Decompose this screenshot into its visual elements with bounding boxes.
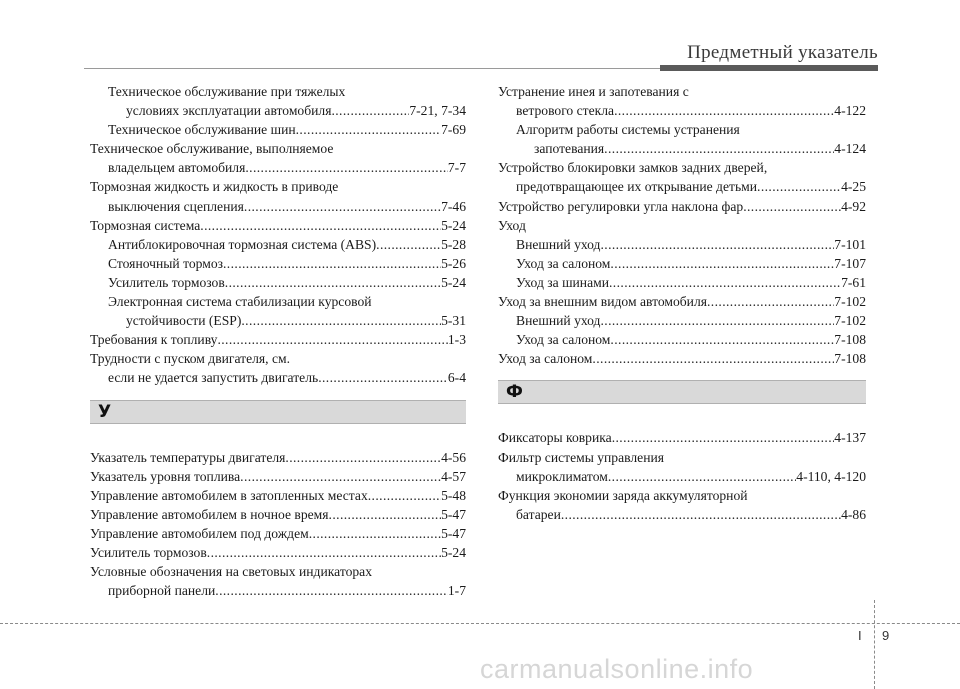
index-entry-text: Функция экономии заряда аккумуляторной bbox=[498, 487, 748, 503]
index-entry bbox=[90, 467, 466, 486]
index-entry-row bbox=[498, 467, 866, 486]
index-entry-row bbox=[498, 311, 866, 330]
index-entry bbox=[90, 448, 466, 467]
index-entry-text: Условные обозначения на световых индикаторах bbox=[90, 564, 373, 580]
index-entry bbox=[498, 349, 866, 368]
index-entry-text: Устранение инея и запотевания с bbox=[498, 84, 689, 99]
index-entry-text: Электронная система стабилизации курсовой bbox=[108, 294, 372, 310]
index-entry-text: Указатель уровня топлива bbox=[90, 468, 241, 484]
index-entry-row bbox=[498, 139, 866, 158]
index-entry-row bbox=[90, 216, 466, 235]
index-entry-text: Усилитель тормозов bbox=[108, 274, 225, 290]
index-page-ref: 1-7 bbox=[447, 583, 466, 599]
index-entry-row bbox=[498, 292, 866, 311]
index-entry-text: Тормозная жидкость и жидкость в приводе bbox=[90, 179, 339, 195]
index-entry-row bbox=[90, 448, 466, 467]
leader-dots bbox=[223, 254, 441, 273]
leader-dots bbox=[614, 101, 834, 120]
index-entry-text: условиях эксплуатации автомобиля bbox=[126, 103, 332, 119]
leader-dots bbox=[608, 467, 796, 486]
index-entry-text: устойчивости (ESP) bbox=[126, 313, 242, 329]
index-entry-text: Фильтр системы управления bbox=[498, 449, 664, 465]
right-column bbox=[498, 82, 866, 524]
leader-dots bbox=[592, 349, 834, 368]
leader-dots bbox=[225, 273, 441, 292]
index-entry bbox=[90, 120, 466, 139]
index-entry-text: Уход за шинами bbox=[516, 274, 609, 290]
index-page-ref: 5-31 bbox=[441, 313, 466, 329]
index-entry-text: Устройство блокировки замков задних дверей, bbox=[498, 160, 768, 176]
index-entry-text: выключения сцепления bbox=[108, 198, 244, 214]
leader-dots bbox=[245, 158, 448, 177]
index-entry-text: батареи bbox=[516, 506, 561, 522]
index-entry bbox=[90, 524, 466, 543]
index-entry bbox=[498, 120, 866, 158]
section-header-f bbox=[498, 380, 866, 404]
leader-dots bbox=[609, 273, 841, 292]
index-page-ref: 4-124 bbox=[834, 141, 866, 157]
index-entry-text: Уход за внешним видом автомобиля bbox=[498, 294, 707, 310]
leader-dots bbox=[331, 101, 409, 120]
header-accent-bar bbox=[660, 65, 878, 71]
leader-dots bbox=[285, 448, 441, 467]
index-entry-row bbox=[90, 235, 466, 254]
index-entry bbox=[90, 177, 466, 215]
leader-dots bbox=[600, 235, 834, 254]
index-entry-row bbox=[498, 330, 866, 349]
index-entry-text: Фиксаторы коврика bbox=[498, 430, 612, 446]
index-entry bbox=[498, 273, 866, 292]
index-entry-text: Устройство регулировки угла наклона фар bbox=[498, 198, 744, 214]
index-entry bbox=[498, 448, 866, 486]
index-entry-text: Уход за салоном bbox=[498, 351, 593, 367]
left-column bbox=[90, 82, 466, 600]
index-page-ref: 5-24 bbox=[441, 217, 466, 233]
index-page-ref: 7-21, 7-34 bbox=[409, 103, 466, 119]
index-entry bbox=[90, 139, 466, 177]
index-entry-row bbox=[90, 505, 466, 524]
index-entry-text: Стояночный тормоз bbox=[108, 255, 223, 271]
section-letter-f: Ф bbox=[506, 382, 523, 403]
index-entry-row bbox=[90, 158, 466, 177]
leader-dots bbox=[743, 197, 841, 216]
index-entry-row bbox=[90, 254, 466, 273]
index-entry-text: Техническое обслуживание шин bbox=[108, 122, 296, 138]
index-entry-text: запотевания bbox=[534, 141, 605, 157]
index-entry-text: Уход за салоном bbox=[516, 332, 611, 348]
index-entry-row bbox=[498, 177, 866, 196]
leader-dots bbox=[207, 543, 441, 562]
index-entry-text: если не удается запустить двигатель bbox=[108, 370, 319, 386]
leader-dots bbox=[376, 235, 441, 254]
index-entry bbox=[498, 216, 866, 254]
index-page-ref: 4-137 bbox=[834, 430, 866, 446]
index-entry-row bbox=[498, 349, 866, 368]
index-page-ref: 4-56 bbox=[441, 449, 466, 465]
leader-dots bbox=[604, 139, 834, 158]
section-letter-u: У bbox=[98, 401, 112, 422]
index-entry-text: приборной панели bbox=[108, 583, 216, 599]
index-entry-row bbox=[90, 368, 466, 387]
index-page-ref: 5-47 bbox=[441, 506, 466, 522]
index-entry bbox=[90, 486, 466, 505]
index-page-ref: 4-57 bbox=[441, 468, 466, 484]
index-entry bbox=[498, 292, 866, 311]
index-page-ref: 7-46 bbox=[441, 198, 466, 214]
index-entry bbox=[90, 254, 466, 273]
index-entry-row bbox=[498, 254, 866, 273]
index-entry-text: Уход за салоном bbox=[516, 255, 611, 271]
index-entry-row bbox=[498, 505, 866, 524]
index-page-ref: 5-24 bbox=[441, 544, 466, 560]
section-header-u bbox=[90, 400, 466, 424]
leader-dots bbox=[240, 467, 441, 486]
index-page-ref: 4-86 bbox=[841, 506, 866, 522]
index-entry-row bbox=[90, 311, 466, 330]
index-entry-row bbox=[498, 235, 866, 254]
index-entry-text: Внешний уход bbox=[516, 313, 601, 329]
leader-dots bbox=[368, 486, 441, 505]
leader-dots bbox=[215, 581, 448, 600]
index-entry-text: Алгоритм работы системы устранения bbox=[516, 122, 740, 138]
index-page-ref: 4-25 bbox=[841, 179, 866, 195]
index-page-ref: 5-24 bbox=[441, 274, 466, 290]
page-title: Предметный указатель bbox=[687, 42, 878, 63]
leader-dots bbox=[309, 524, 441, 543]
index-entry bbox=[90, 562, 466, 600]
index-entry bbox=[90, 505, 466, 524]
leader-dots bbox=[561, 505, 841, 524]
index-page-ref: 7-69 bbox=[441, 122, 466, 138]
index-entry-text: Управление автомобилем в ночное время bbox=[90, 506, 329, 522]
leader-dots bbox=[241, 311, 441, 330]
index-entry-text: Управление автомобилем в затопленных местах bbox=[90, 487, 368, 503]
index-entry bbox=[498, 486, 866, 524]
left-entries-top bbox=[90, 82, 466, 388]
leader-dots bbox=[244, 197, 441, 216]
index-entry bbox=[90, 273, 466, 292]
index-entry-text: Тормозная система bbox=[90, 217, 201, 233]
index-entry bbox=[90, 82, 466, 120]
index-page-ref: 7-7 bbox=[447, 160, 466, 176]
index-entry-row bbox=[498, 428, 866, 447]
index-entry bbox=[90, 235, 466, 254]
leader-dots bbox=[612, 428, 835, 447]
footer-section: I bbox=[858, 628, 862, 643]
index-entry-text: Указатель температуры двигателя bbox=[90, 449, 286, 465]
index-entry bbox=[90, 216, 466, 235]
index-entry-row bbox=[90, 120, 466, 139]
index-entry-text: владельцем автомобиля bbox=[108, 160, 246, 176]
index-entry-text: ветрового стекла bbox=[516, 103, 615, 119]
index-entry-row bbox=[498, 273, 866, 292]
index-entry-row bbox=[90, 486, 466, 505]
index-entry bbox=[498, 158, 866, 196]
index-page-ref: 4-110, 4-120 bbox=[796, 468, 866, 484]
right-entries-top bbox=[498, 82, 866, 368]
leader-dots bbox=[318, 368, 448, 387]
leader-dots bbox=[600, 311, 834, 330]
index-entry-row bbox=[498, 197, 866, 216]
page-number: 9 bbox=[882, 628, 890, 643]
footer-divider bbox=[874, 600, 875, 689]
index-entry-text: предотвращающее их открывание детьми bbox=[516, 179, 758, 195]
index-entry-row bbox=[90, 581, 466, 600]
index-page-ref: 1-3 bbox=[447, 332, 466, 348]
index-entry bbox=[90, 330, 466, 349]
index-page-ref: 5-47 bbox=[441, 525, 466, 541]
index-entry bbox=[90, 349, 466, 387]
index-page-ref: 4-122 bbox=[834, 103, 866, 119]
index-entry bbox=[498, 311, 866, 330]
index-entry-row bbox=[90, 543, 466, 562]
index-entry-text: Техническое обслуживание при тяжелых bbox=[108, 84, 346, 99]
index-entry-text: Техническое обслуживание, выполняемое bbox=[90, 141, 334, 157]
right-entries-bottom bbox=[498, 428, 866, 523]
index-page-ref: 7-102 bbox=[834, 313, 866, 329]
index-entry-row bbox=[498, 101, 866, 120]
index-entry-text: микроклиматом bbox=[516, 468, 608, 484]
index-entry-text: Управление автомобилем под дождем bbox=[90, 525, 309, 541]
leader-dots bbox=[610, 330, 834, 349]
index-page-ref: 5-28 bbox=[441, 236, 466, 252]
leader-dots bbox=[707, 292, 834, 311]
index-entry-row bbox=[90, 330, 466, 349]
leader-dots bbox=[217, 330, 447, 349]
leader-dots bbox=[329, 505, 442, 524]
index-page-ref: 7-107 bbox=[834, 255, 866, 271]
index-entry-text: Антиблокировочная тормозная система (ABS) bbox=[108, 236, 377, 252]
index-entry bbox=[498, 254, 866, 273]
index-entry bbox=[498, 330, 866, 349]
index-entry bbox=[90, 543, 466, 562]
index-entry bbox=[90, 292, 466, 330]
index-page-ref: 7-108 bbox=[834, 351, 866, 367]
index-page-ref: 4-92 bbox=[841, 198, 866, 214]
index-entry bbox=[498, 82, 866, 120]
index-entry-text: Трудности с пуском двигателя, см. bbox=[90, 351, 291, 367]
index-entry bbox=[498, 197, 866, 216]
left-entries-bottom bbox=[90, 448, 466, 601]
index-entry bbox=[498, 428, 866, 447]
leader-dots bbox=[296, 120, 441, 139]
footer-rule bbox=[0, 623, 960, 624]
index-page-ref: 5-48 bbox=[441, 487, 466, 503]
index-entry-text: Уход bbox=[498, 217, 526, 233]
leader-dots bbox=[757, 177, 841, 196]
index-page-ref: 5-26 bbox=[441, 255, 466, 271]
index-entry-text: Требования к топливу bbox=[90, 332, 218, 348]
index-entry-text: Усилитель тормозов bbox=[90, 544, 207, 560]
watermark: carmanualsonline.info bbox=[480, 654, 754, 684]
leader-dots bbox=[200, 216, 441, 235]
index-entry-row bbox=[90, 197, 466, 216]
index-entry-row bbox=[90, 101, 466, 120]
index-entry-text: Внешний уход bbox=[516, 236, 601, 252]
index-page-ref: 7-101 bbox=[834, 236, 866, 252]
index-entry-row bbox=[90, 467, 466, 486]
index-page-ref: 7-102 bbox=[834, 294, 866, 310]
index-page-ref: 6-4 bbox=[447, 370, 466, 386]
index-page-ref: 7-61 bbox=[841, 274, 866, 290]
index-entry-row bbox=[90, 273, 466, 292]
index-entry-row bbox=[90, 524, 466, 543]
leader-dots bbox=[610, 254, 834, 273]
index-page-ref: 7-108 bbox=[834, 332, 866, 348]
